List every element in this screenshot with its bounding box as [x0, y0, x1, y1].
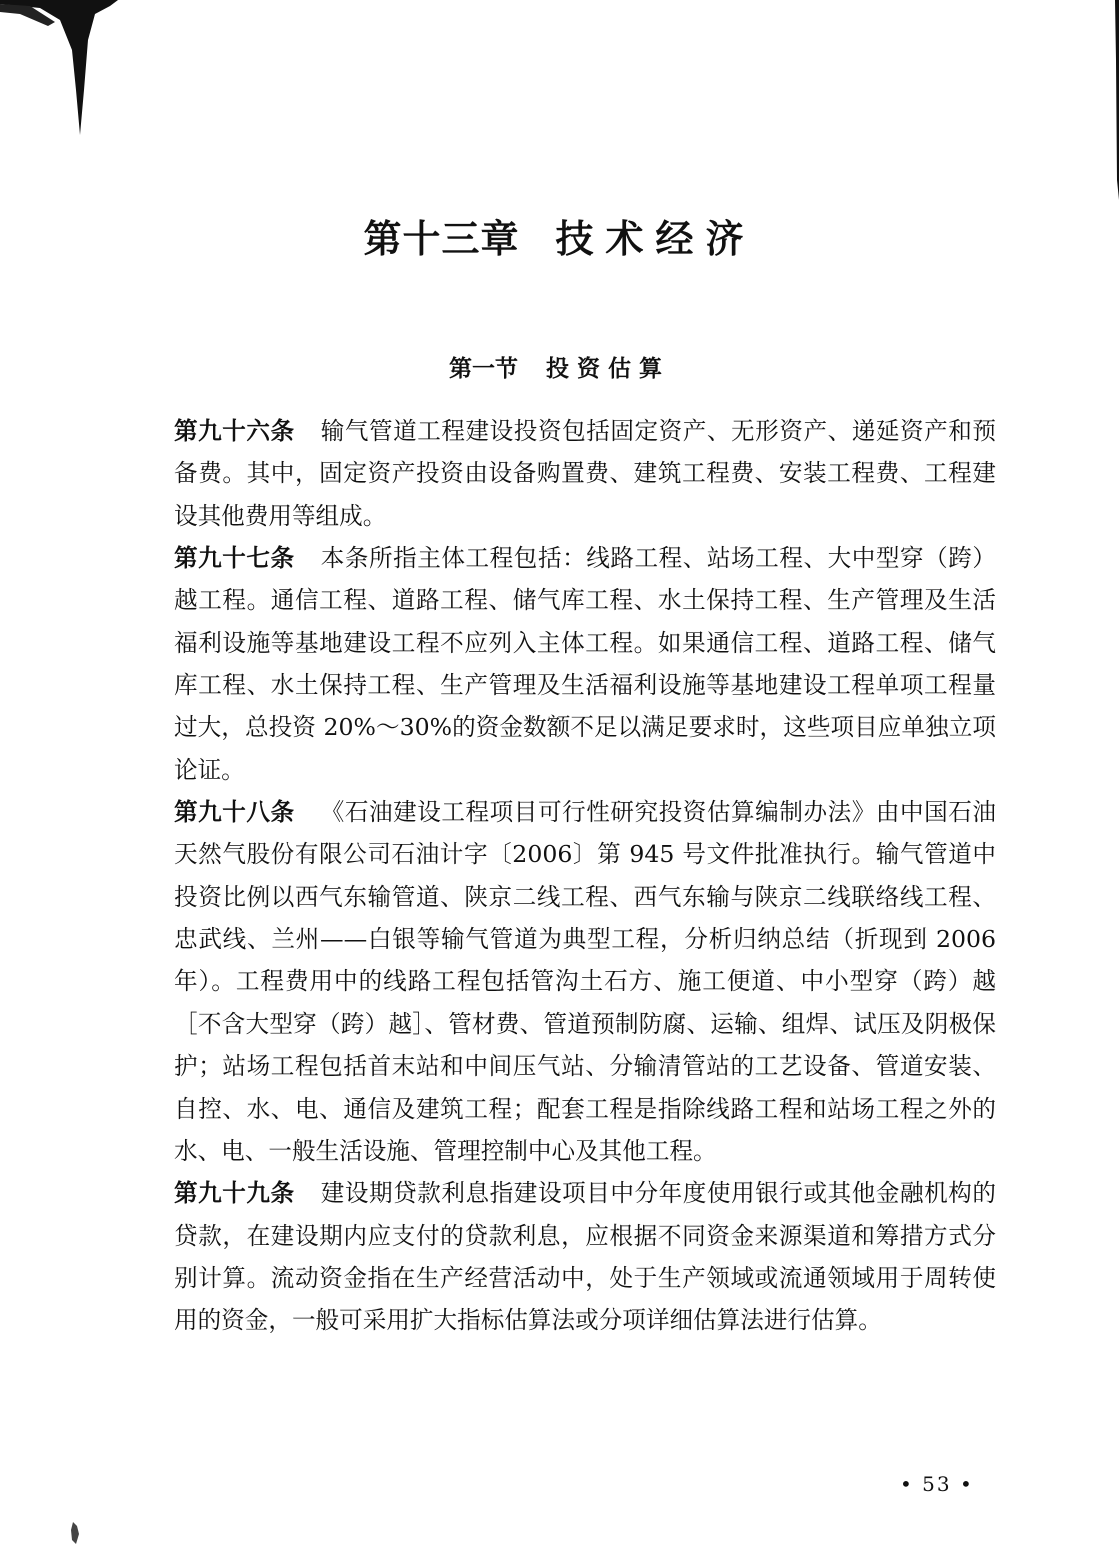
article-number: 第九十七条 [174, 544, 295, 573]
article-number: 第九十八条 [174, 798, 295, 827]
section-number: 第一节 [449, 356, 518, 382]
scan-edge-mark [0, 0, 118, 200]
article-paragraph [174, 537, 996, 791]
article-number: 第九十九条 [174, 1179, 295, 1208]
chapter-number: 第十三章 [363, 217, 520, 261]
article-text: 《石油建设工程项目可行性研究投资估算编制办法》由中国石油天然气股份有限公司石油计字〔2006〕第 945 号文件批准执行。输气管道中投资比例以西气东输管道、陕京二线工程、西气东输与陕京二线联络线工程、忠武线、兰州——白银等输气管道为典型工程，分析归纳总结（折现到 2006 年）。工程费用中的线路工程包括管沟土石方、施工便道、中小型穿（跨）越［不含大型穿（跨）越］、管材费、管道预制防腐、运输、组焊、试压及阴极保护；站场工程包括首末站和中间压气站、分输清管站的工艺设备、管道安装、自控、水、电、通信及建筑工程；配套工程是指除线路工程和站场工程之外的水、电、一般生活设施、管理控制中心及其他工程。 [174, 798, 997, 1165]
chapter-heading [0, 208, 1119, 263]
article-paragraph [174, 1172, 996, 1341]
chapter-title: 技术经济 [555, 217, 756, 261]
section-title: 投资估算 [546, 356, 670, 382]
section-heading [0, 350, 1119, 383]
article-list [174, 410, 996, 1342]
scan-speck [70, 1522, 80, 1544]
article-paragraph [174, 791, 996, 1172]
scan-edge-right [1109, 0, 1119, 200]
article-text: 输气管道工程建设投资包括固定资产、无形资产、递延资产和预备费。其中，固定资产投资由设备购置费、建筑工程费、安装工程费、工程建设其他费用等组成。 [174, 417, 997, 530]
page-number: • 53 • [900, 1472, 974, 1496]
article-number: 第九十六条 [174, 417, 295, 445]
article-text: 本条所指主体工程包括：线路工程、站场工程、大中型穿（跨）越工程。通信工程、道路工程、储气库工程、水土保持工程、生产管理及生活福利设施等基地建设工程不应列入主体工程。如果通信工程、道路工程、储气库工程、水土保持工程、生产管理及生活福利设施等基地建设工程单项工程量过大，总投资 20%～30%的资金数额不足以满足要求时，这些项目应单独立项论证。 [174, 544, 997, 784]
article-text: 建设期贷款利息指建设项目中分年度使用银行或其他金融机构的贷款，在建设期内应支付的贷款利息，应根据不同资金来源渠道和筹措方式分别计算。流动资金指在生产经营活动中，处于生产领域或流通领域用于周转使用的资金，一般可采用扩大指标估算法或分项详细估算法进行估算。 [174, 1179, 997, 1335]
article-paragraph [174, 410, 996, 537]
